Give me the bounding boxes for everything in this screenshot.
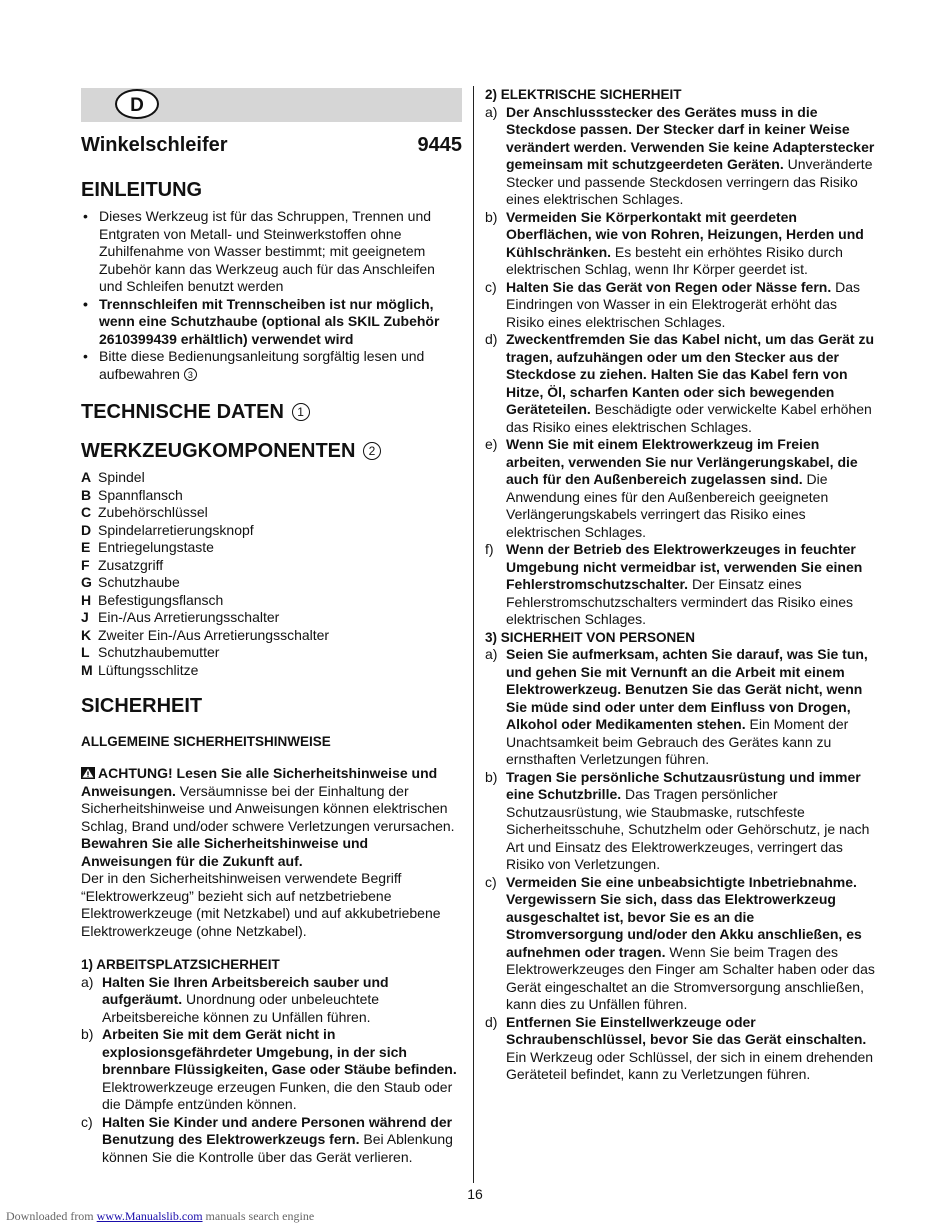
- item-body: [506, 331, 875, 436]
- components-list: [81, 469, 462, 679]
- component-label: Lüftungsschlitze: [98, 661, 199, 678]
- item-label: b): [81, 1026, 94, 1042]
- left-column: [81, 88, 462, 1166]
- component-item: [81, 644, 462, 662]
- component-letter: H: [81, 591, 92, 608]
- item-label: c): [485, 278, 497, 295]
- item-body: [506, 541, 875, 629]
- item-body: [506, 646, 875, 769]
- figure-ref: 1: [292, 403, 310, 421]
- item-body: [506, 1014, 875, 1084]
- component-item: [81, 487, 462, 505]
- section-heading: 1) ARBEITSPLATZSICHERHEIT: [81, 957, 280, 972]
- warning-icon: [81, 767, 95, 779]
- component-letter: C: [81, 504, 92, 520]
- item-text: Bei Ablenkung können Sie die Kontrolle über das Gerät verlieren.: [102, 1131, 453, 1165]
- item-label: a): [485, 646, 498, 662]
- component-letter: J: [81, 609, 89, 625]
- safety-item: [485, 1014, 875, 1084]
- item-label: d): [485, 331, 498, 347]
- item-body: [506, 769, 875, 874]
- item-text: Es besteht ein erhöhtes Risiko durch elektrischen Schlag, wenn Ihr Körper geerdet ist.: [506, 243, 843, 277]
- component-label: Ein-/Aus Arretierungsschalter: [98, 609, 280, 625]
- item-bold-text: Arbeiten Sie mit dem Gerät nicht in explosionsgefährdeter Umgebung, in der sich brennbare Flüssigkeiten, Gase oder Stäube befinden.: [102, 1026, 457, 1077]
- list-item: • Dieses Werkzeug ist für das Schruppen, Trennen und Entgraten von Metall- und Steinwerkstoffen ohne Zuhilfenahme von Wasser bestimmt; mit geeignetem Zubehör kann das Werkzeug auch für das Anschleifen und Schleifen benutzt werden: [81, 208, 462, 296]
- item-bold-text: Der Anschlussstecker des Gerätes muss in die Steckdose passen. Der Stecker darf in keiner Weise verändert werden. Verwenden Sie keine Adapterstecker gemeinsam mit schutzgeerdeten Geräten.: [506, 103, 875, 172]
- safety-item: [81, 1026, 462, 1114]
- heading-einleitung: EINLEITUNG: [81, 179, 203, 201]
- component-item: [81, 469, 462, 487]
- footer-link[interactable]: www.Manualslib.com: [96, 1209, 203, 1223]
- component-label: Spannflansch: [98, 486, 183, 503]
- item-text: Elektrowerkzeuge erzeugen Funken, die den Staub oder die Dämpfe entzünden können.: [102, 1078, 453, 1112]
- item-body: [506, 874, 875, 1014]
- component-label: Befestigungsflansch: [98, 591, 224, 608]
- component-item: [81, 574, 462, 592]
- component-item: [81, 504, 462, 522]
- component-letter: M: [81, 661, 93, 678]
- item-bold-text: Vermeiden Sie Körperkontakt mit geerdeten Oberflächen, wie von Rohren, Heizungen, Herden und Kühlschränken.: [506, 208, 864, 260]
- component-label: Spindel: [98, 469, 145, 485]
- component-label: Zweiter Ein-/Aus Arretierungsschalter: [98, 626, 330, 643]
- item-label: b): [485, 768, 498, 785]
- item-bold-text: Tragen Sie persönliche Schutzausrüstung und immer eine Schutzbrille.: [506, 768, 861, 802]
- item-label: b): [485, 208, 498, 225]
- item-text: Das Eindringen von Wasser in ein Elektrogerät erhöht das Risiko eines elektrischen Schlages.: [506, 278, 861, 330]
- safety-item: [81, 974, 462, 1027]
- item-bold-text: Halten Sie Kinder und andere Personen während der Benutzung des Elektrowerkzeugs fern.: [102, 1113, 453, 1147]
- component-letter: F: [81, 556, 90, 573]
- section-heading: 2) ELEKTRISCHE SICHERHEIT: [485, 87, 682, 102]
- product-name: Winkelschleifer: [81, 134, 228, 156]
- term-paragraph: Der in den Sicherheitshinweisen verwendete Begriff “Elektrowerkzeug” bezieht sich auf netzbetriebene Elektrowerkzeuge (mit Netzkabel) und auf akkubetriebene Elektrowerkzeuge (ohne Netzkabel).: [81, 870, 441, 939]
- safety-item: [485, 646, 875, 769]
- component-label: Spindelarretierungsknopf: [98, 521, 254, 538]
- item-body: [506, 279, 875, 332]
- component-letter: E: [81, 539, 91, 555]
- component-label: Zubehörschlüssel: [98, 504, 208, 520]
- product-title-row: [81, 134, 462, 157]
- item-text: Unveränderte Stecker und passende Steckdosen verringern das Risiko eines elektrischen Schlages.: [506, 156, 873, 207]
- component-letter: A: [81, 469, 92, 485]
- component-letter: B: [81, 486, 92, 503]
- component-label: Schutzhaube: [98, 574, 180, 590]
- language-bar: [81, 88, 462, 122]
- language-badge: D: [115, 89, 159, 119]
- einleitung-list: [81, 208, 462, 383]
- component-item: [81, 627, 462, 645]
- item-bold-text: Wenn der Betrieb des Elektrowerkzeuges in feuchter Umgebung nicht vermeidbar ist, verwenden Sie einen Fehlerstromschutzschalter.: [506, 541, 863, 592]
- item-label: e): [485, 436, 498, 452]
- item-text: Beschädigte oder verwickelte Kabel erhöhen das Risiko eines elektrischen Schlages.: [506, 401, 872, 435]
- safety-item: [485, 331, 875, 436]
- safety-item: [485, 769, 875, 874]
- item-label: a): [485, 103, 498, 120]
- item-body: [102, 1026, 462, 1114]
- item-bold-text: Seien Sie aufmerksam, achten Sie darauf, was Sie tun, und gehen Sie mit Vernunft an die Arbeit mit einem Elektrowerkzeug. Benutzen Sie das Gerät nicht, wenn Sie müde sind oder unter dem Einfluss von Drogen, Alkohol oder Medikamenten stehen.: [506, 646, 868, 732]
- item-text: Das Tragen persönlicher Schutzausrüstung, wie Staubmaske, rutschfeste Sicherheitsschuhe, Schutzhelm oder Gehörschutz, je nach Art und Einsatz des Elektrowerkzeuges, verringert das Risiko von Verletzungen.: [506, 786, 870, 872]
- component-letter: K: [81, 626, 92, 643]
- item-body: [102, 974, 462, 1027]
- safety-item: [485, 541, 875, 629]
- warning-paragraph: ACHTUNG! Lesen Sie alle Sicherheitshinweise und Anweisungen. Versäumnisse bei der Einhaltung der Sicherheitshinweise und Anweisungen können elektrischen Schlag, Brand und/oder schwere Verletzungen verursachen. Bewahren Sie alle Sicherheitshinweise und Anweisungen für die Zukunft auf.: [81, 765, 455, 869]
- heading-technische-daten: TECHNISCHE DATEN 1: [81, 401, 462, 424]
- item-body: [506, 104, 875, 209]
- heading-werkzeugkomponenten: WERKZEUGKOMPONENTEN 2: [81, 440, 462, 463]
- component-letter: L: [81, 644, 90, 660]
- item-body: [506, 436, 875, 541]
- item-bold-text: Entfernen Sie Einstellwerkzeuge oder Schraubenschlüssel, bevor Sie das Gerät einschalten.: [506, 1013, 867, 1047]
- safety-item: [485, 279, 875, 332]
- item-body: [102, 1114, 462, 1167]
- item-bold-text: Vermeiden Sie eine unbeabsichtigte Inbetriebnahme. Vergewissern Sie sich, dass das Elektrowerkzeug ausgeschaltet ist, bevor Sie es an die Stromversorgung und/oder den Akku anschließen, es aufnehmen oder tragen.: [506, 873, 862, 960]
- component-item: [81, 539, 462, 557]
- item-text: Wenn Sie beim Tragen des Elektrowerkzeuges den Finger am Schalter haben oder das Gerät eingeschaltet an die Stromversorgung anschließen, kann dies zu Unfällen führen.: [506, 943, 875, 1012]
- list-item: • Trennschleifen mit Trennscheiben ist nur möglich, wenn eine Schutzhaube (optional als SKIL Zubehör 2610399439 erhältlich) verwendet wird: [81, 296, 462, 349]
- item-text: Der Einsatz eines Fehlerstromschutzschalters vermindert das Risiko eines elektrischen Schlages.: [506, 576, 854, 627]
- component-item: [81, 522, 462, 540]
- item-bold-text: Halten Sie das Gerät von Regen oder Nässe fern.: [506, 278, 832, 295]
- component-label: Schutzhaubemutter: [98, 644, 220, 660]
- item-label: a): [81, 973, 94, 990]
- left-safety-sections: [81, 956, 462, 1166]
- component-label: Entriegelungstaste: [98, 539, 214, 555]
- item-text: Ein Werkzeug oder Schlüssel, der sich in einem drehenden Geräteteil befindet, kann zu Verletzungen führen.: [506, 1048, 874, 1082]
- component-letter: G: [81, 574, 92, 590]
- safety-item: [485, 104, 875, 209]
- safety-item: [485, 436, 875, 541]
- item-bold-text: Wenn Sie mit einem Elektrowerkzeug im Freien arbeiten, verwenden Sie nur Verlängerungskabel, die auch für den Außenbereich zugelassen sind.: [506, 436, 858, 487]
- section-heading: 3) SICHERHEIT VON PERSONEN: [485, 629, 696, 645]
- component-letter: D: [81, 521, 92, 538]
- footer: Downloaded from www.Manualslib.com manuals search engine: [6, 1209, 315, 1223]
- component-item: [81, 609, 462, 627]
- item-label: c): [81, 1113, 93, 1130]
- column-divider: [473, 86, 474, 1183]
- figure-ref: 2: [363, 442, 381, 460]
- safety-item: [81, 1114, 462, 1167]
- list-item: • Bitte diese Bedienungsanleitung sorgfältig lesen und aufbewahren 3: [81, 348, 462, 383]
- component-label: Zusatzgriff: [98, 556, 164, 573]
- item-body: [506, 209, 875, 279]
- item-text: Ein Moment der Unachtsamkeit beim Gebrauch des Gerätes kann zu ernsthaften Verletzungen führen.: [506, 716, 849, 767]
- item-label: f): [485, 541, 494, 557]
- component-item: [81, 557, 462, 575]
- component-item: [81, 592, 462, 610]
- item-label: d): [485, 1013, 498, 1030]
- right-column: [485, 86, 875, 1084]
- product-number: 9445: [417, 134, 462, 156]
- item-text: Unordnung oder unbeleuchtete Arbeitsbereiche können zu Unfällen führen.: [102, 991, 380, 1025]
- figure-ref: 3: [184, 368, 197, 381]
- page-number: 16: [467, 1186, 483, 1202]
- heading-sicherheit: SICHERHEIT: [81, 695, 203, 717]
- safety-item: [485, 209, 875, 279]
- item-bold-text: Halten Sie Ihren Arbeitsbereich sauber und aufgeräumt.: [102, 973, 389, 1007]
- item-bold-text: Zweckentfremden Sie das Kabel nicht, um das Gerät zu tragen, aufzuhängen oder um den Stecker aus der Steckdose zu ziehen. Halten Sie das Kabel fern von Hitze, Öl, scharfen Kanten oder sich bewegenden Geräteteilen.: [506, 331, 874, 417]
- item-label: c): [485, 873, 497, 890]
- safety-item: [485, 874, 875, 1014]
- subheading-sicherheitshinweise: ALLGEMEINE SICHERHEITSHINWEISE: [81, 734, 331, 749]
- item-text: Die Anwendung eines für den Außenbereich geeigneten Verlängerungskabels verringert das Risiko eines elektrischen Schlages.: [506, 471, 829, 540]
- component-item: [81, 662, 462, 680]
